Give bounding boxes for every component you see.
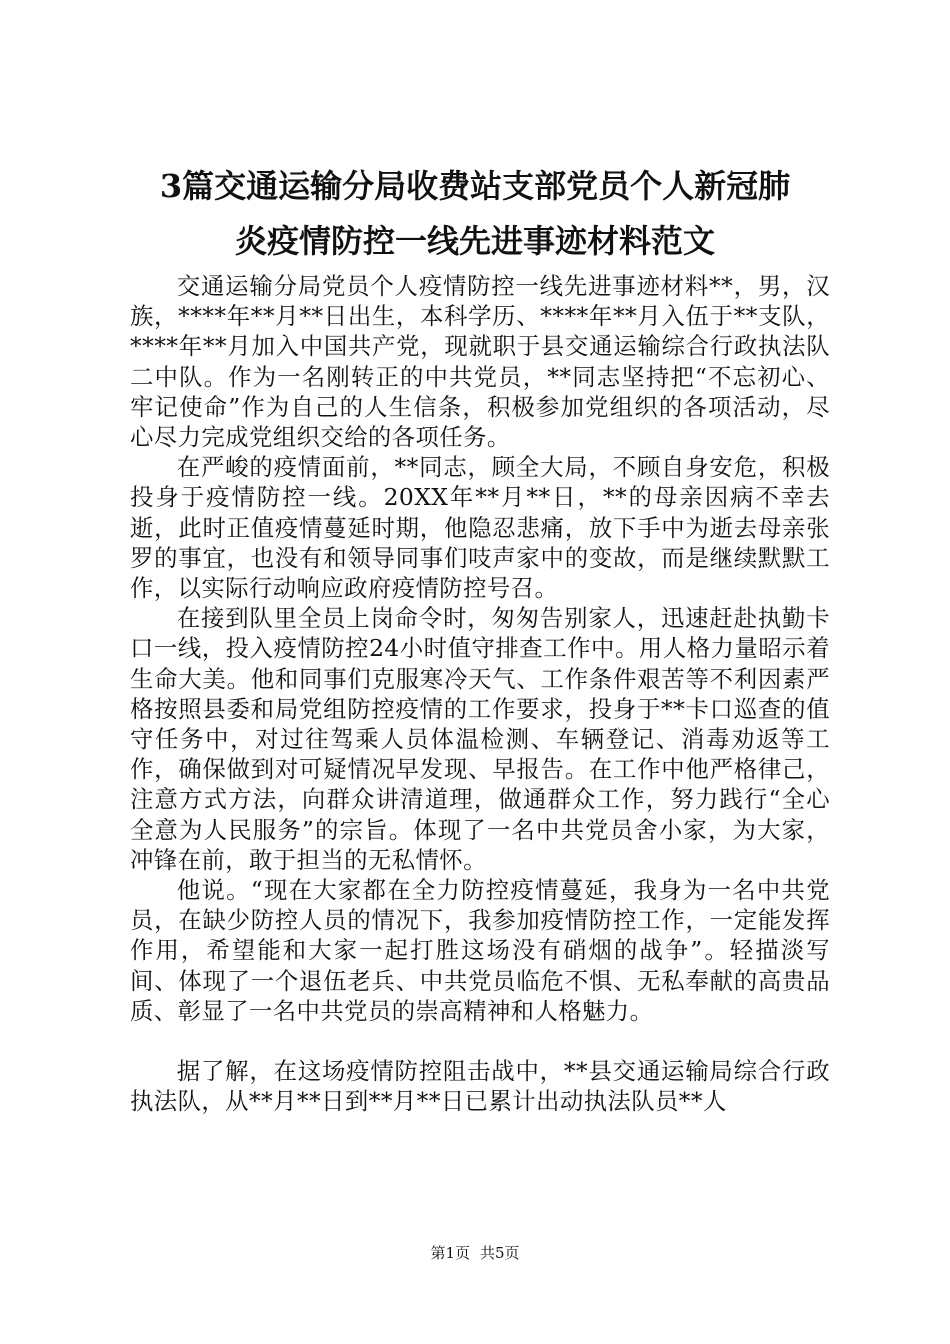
- page-footer: [0, 1243, 950, 1263]
- page-total: 共5页: [480, 1244, 520, 1262]
- document-title-line-2: 炎疫情防控一线先进事迹材料范文: [234, 222, 715, 260]
- paragraph-4: 他说。“现在大家都在全力防控疫情蔓延，我身为一名中共党员，在缺少防控人员的情况下，我参加疫情防控工作，一定能发挥作用，希望能和大家一起打胜这场没有硝烟的战争”。轻描淡写间、体现了一个退伍老兵、中共党员临危不惧、无私奉献的高贵品质、彰显了一名中共党员的崇高精神和人格魅力。: [130, 876, 830, 1025]
- document-body: [130, 271, 830, 1116]
- paragraph-3: 在接到队里全员上岗命令时，匆匆告别家人，迅速赶赴执勤卡口一线，投入疫情防控24小时值守排查工作中。用人格力量昭示着生命大美。他和同事们克服寒冷天气、工作条件艰苦等不利因素严格按照县委和局党组防控疫情的工作要求，投身于**卡口巡查的值守任务中，对过往驾乘人员体温检测、车辆登记、消毒劝返等工作，确保做到对可疑情况早发现、早报告。在工作中他严格律己，注意方式方法，向群众讲清道理，做通群众工作，努力践行“全心全意为人民服务”的宗旨。体现了一名中共党员舍小家，为大家，冲锋在前，敢于担当的无私情怀。: [130, 604, 830, 874]
- page-number: 第1页: [430, 1244, 470, 1262]
- paragraph-5: 据了解，在这场疫情防控阻击战中，**县交通运输局综合行政执法队，从**月**日到**月**日已累计出动执法队员**人: [130, 1057, 830, 1116]
- paragraph-1: 交通运输分局党员个人疫情防控一线先进事迹材料**，男，汉族，****年**月**日出生，本科学历、****年**月入伍于**支队，****年**月加入中国共产党，现就职于县交通运输综合行政执法队二中队。作为一名刚转正的中共党员，**同志坚持把“不忘初心、牢记使命”作为自己的人生信条，积极参加党组织的各项活动，尽心尽力完成党组织交给的各项任务。: [130, 272, 830, 452]
- paragraph-2: 在严峻的疫情面前，**同志，顾全大局，不顾自身安危，积极投身于疫情防控一线。20XX年**月**日，**的母亲因病不幸去逝，此时正值疫情蔓延时期，他隐忍悲痛，放下手中为逝去母亲张罗的事宜，也没有和领导同事们吱声家中的变故，而是继续默默工作，以实际行动响应政府疫情防控号召。: [130, 453, 830, 603]
- document-title-line-1: 3篇交通运输分局收费站支部党员个人新冠肺: [159, 167, 791, 205]
